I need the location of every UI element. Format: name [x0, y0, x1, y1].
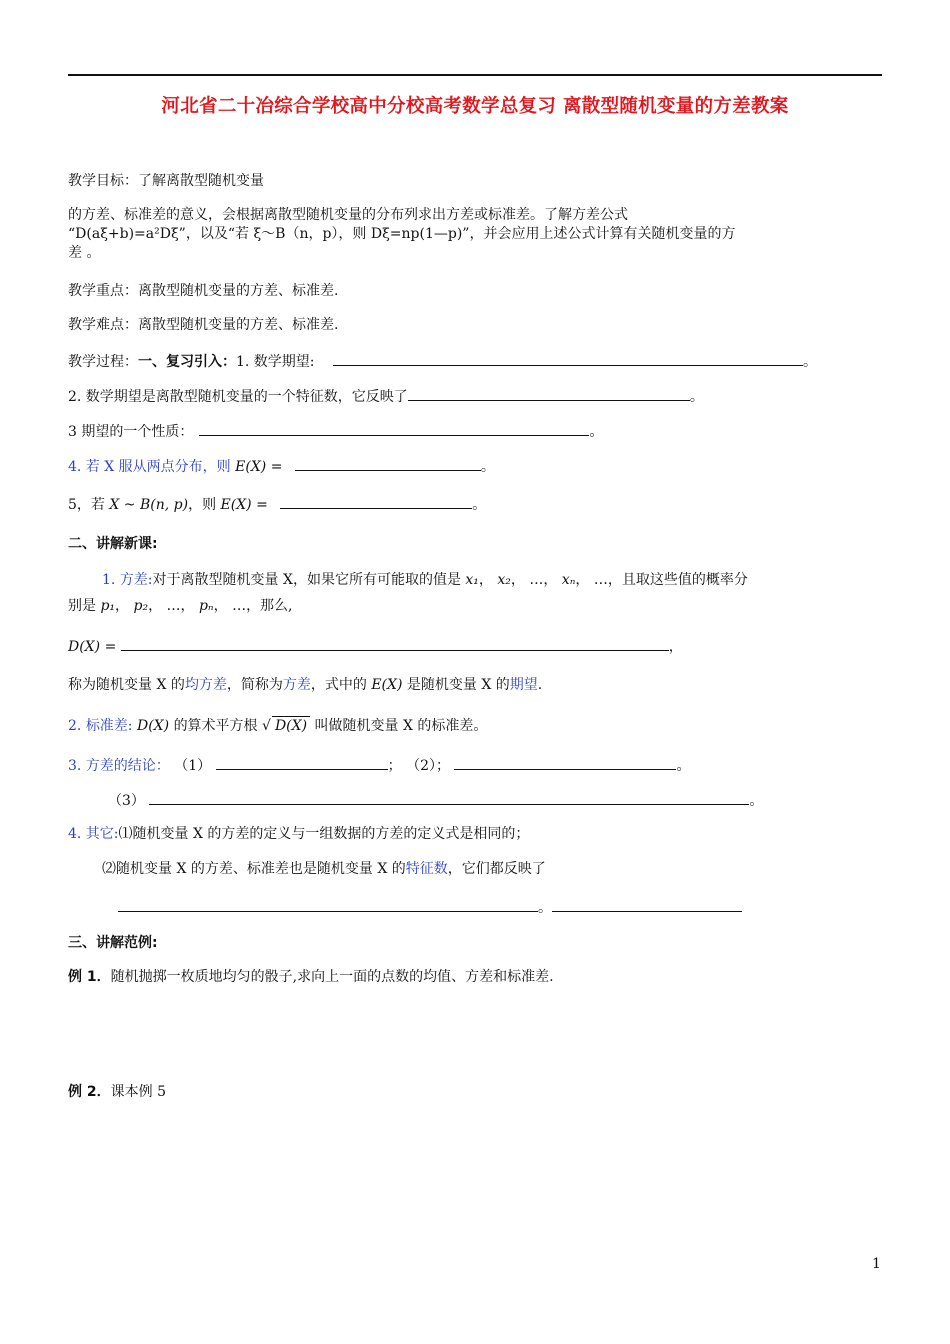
fill-blank[interactable] [454, 755, 676, 770]
objectives-line-3: “D(aξ+b)=a²Dξ”，以及“若 ξ～B（n，p），则 Dξ=np(1—p)”，并会应用上述公式计算有关随机变量的方 [68, 226, 736, 242]
section-3-heading: 三、讲解范例: [68, 935, 158, 951]
header-rule [68, 74, 882, 76]
page-title: 河北省二十冶综合学校高中分校高考数学总复习 离散型随机变量的方差教案 [161, 96, 789, 117]
variance-formula-line: D(X) = ， [68, 636, 683, 656]
objectives-label: 教学目标： [68, 173, 138, 189]
fill-blank[interactable] [149, 790, 749, 805]
fill-blank[interactable] [408, 386, 690, 401]
fill-blank[interactable] [333, 351, 803, 366]
section-2-heading: 二、讲解新课: [68, 536, 158, 552]
fill-blank[interactable] [552, 897, 742, 912]
sqrt-icon: √ [262, 718, 271, 734]
fill-blank[interactable] [216, 755, 388, 770]
fill-blank[interactable] [199, 421, 589, 436]
process-item-4: 4. 若 X 服从两点分布，则 E(X) = 。 [68, 456, 495, 476]
other-notes-blank-line: 。 [118, 897, 742, 917]
variance-definition-line-2: 别是 p₁， p₂， …， pₙ， …，那么, [68, 598, 293, 614]
page-number: 1 [872, 1256, 881, 1272]
key-point: 教学重点：离散型随机变量的方差、标准差. [68, 283, 339, 299]
objectives-line-1: 教学目标：了解离散型随机变量 [68, 173, 264, 189]
process-item-2: 2. 数学期望是离散型随机变量的一个特征数，它反映了 。 [68, 386, 704, 406]
fill-blank[interactable] [295, 456, 481, 471]
objectives-line-2: 的方差、标准差的意义，会根据离散型随机变量的分布列求出方差或标准差。了解方差公式 [68, 207, 628, 223]
example-2: 例 2．课本例 5 [68, 1084, 166, 1100]
other-notes-line-2: ⑵随机变量 X 的方差、标准差也是随机变量 X 的特征数，它们都反映了 [102, 861, 546, 877]
fill-blank[interactable] [121, 636, 669, 651]
variance-definition-line-1: 1. 方差:对于离散型随机变量 X，如果它所有可能取的值是 x₁， x₂， …， xₙ， …，且取这些值的概率分 [102, 572, 748, 588]
variance-naming-line: 称为随机变量 X 的均方差，简称为方差，式中的 E(X) 是随机变量 X 的期望. [68, 677, 543, 693]
difficulty: 教学难点：离散型随机变量的方差、标准差. [68, 317, 339, 333]
variance-conclusions-line-2: （3） 。 [108, 790, 763, 810]
other-notes-line-1: 4. 其它:⑴随机变量 X 的方差的定义与一组数据的方差的定义式是相同的； [68, 826, 530, 842]
standard-deviation-line: 2. 标准差: D(X) 的算术平方根 √ D(X) 叫做随机变量 X 的标准差。 [68, 718, 488, 734]
process-item-1: 教学过程：一、复习引入：1. 数学期望: 。 [68, 351, 817, 371]
objectives-line-4: 差 。 [68, 245, 101, 261]
example-1: 例 1．随机抛掷一枚质地均匀的骰子,求向上一面的点数的均值、方差和标准差. [68, 969, 554, 985]
fill-blank[interactable] [118, 897, 538, 912]
process-item-5: 5，若 X ~ B(n, p)，则 E(X) = 。 [68, 494, 486, 514]
process-item-3: 3 期望的一个性质： 。 [68, 421, 603, 441]
variance-conclusions-line-1: 3. 方差的结论： （1） ； （2）； 。 [68, 755, 690, 775]
fill-blank[interactable] [280, 494, 472, 509]
